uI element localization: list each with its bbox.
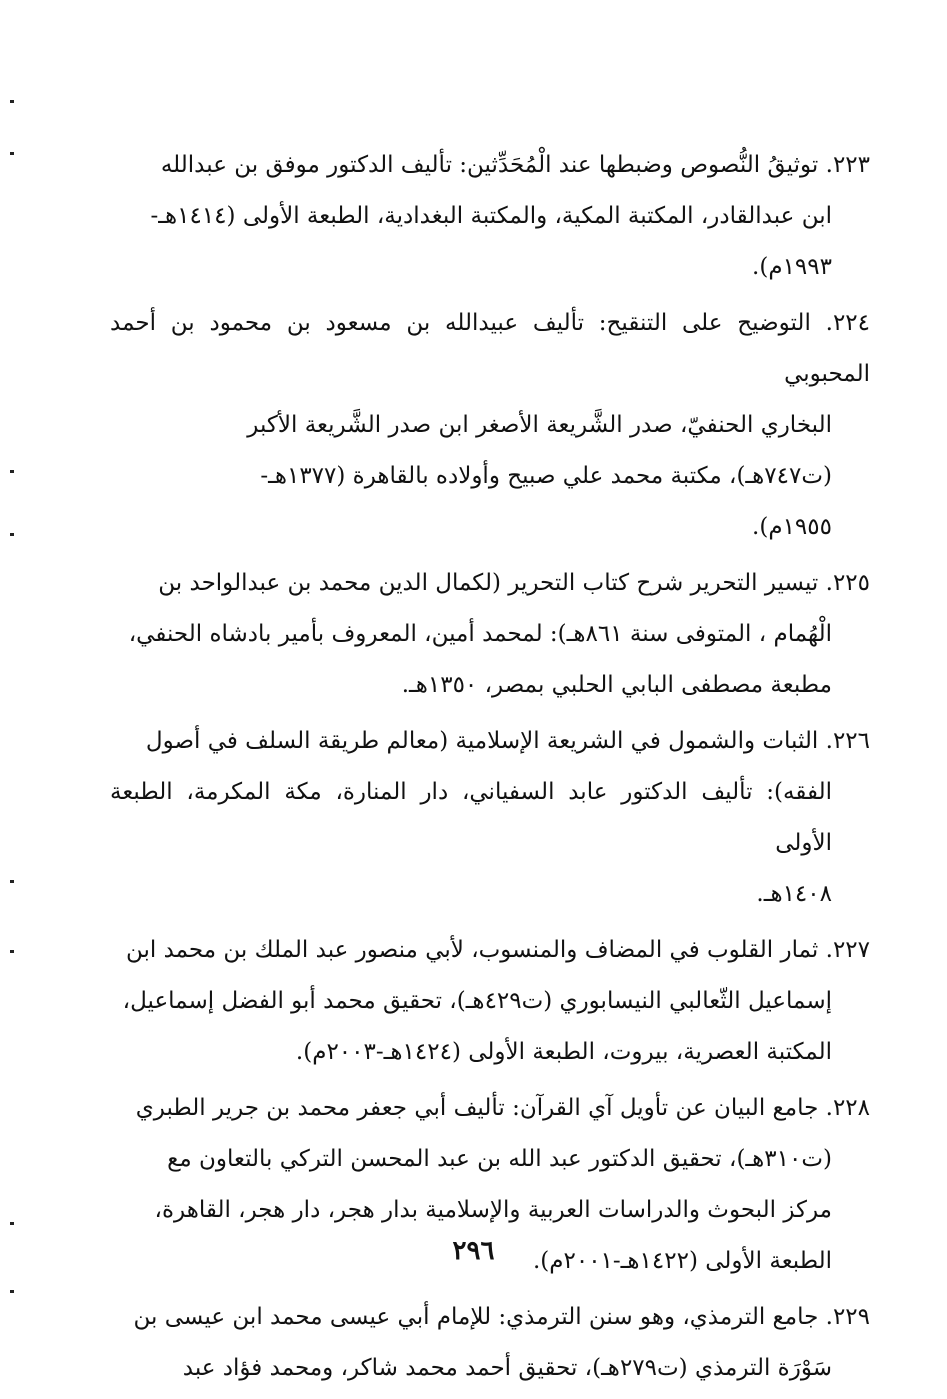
entry-line: إسماعيل الثّعالبي النيسابوري (ت٤٢٩هـ)، تحقيق محمد أبو الفضل إسماعيل، xyxy=(122,988,832,1014)
entry-line: جامع الترمذي، وهو سنن الترمذي: للإمام أبي عيسى محمد ابن عيسى بن xyxy=(133,1304,819,1330)
entry-line: الفقه): تأليف الدكتور عابد السفياني، دار المنارة، مكة المكرمة، الطبعة الأولى xyxy=(110,779,832,856)
entry-line: ثمار القلوب في المضاف والمنسوب، لأبي منصور عبد الملك بن محمد ابن xyxy=(125,937,819,963)
entry-line: الْهُمام ، المتوفى سنة ٨٦١هـ): لمحمد أمين، المعروف بأمير بادشاه الحنفي، xyxy=(128,621,832,647)
entry-number: ٢٢٤. xyxy=(810,310,870,336)
entry-line: ١٩٩٣م). xyxy=(752,254,832,280)
bibliography-entry xyxy=(110,298,870,553)
page-number: ٢٩٦ xyxy=(452,1236,495,1266)
entry-number: ٢٢٩. xyxy=(818,1304,870,1330)
entry-line: المكتبة العصرية، بيروت، الطبعة الأولى (١٤٢٤هـ-٢٠٠٣م). xyxy=(295,1039,832,1065)
scan-speck xyxy=(10,1290,14,1293)
scan-speck xyxy=(10,1222,14,1225)
entry-line: توثيقُ النُّصوص وضبطها عند الْمُحَدِّثين: تأليف الدكتور موفق بن عبدالله xyxy=(160,152,819,178)
entry-number: ٢٢٦. xyxy=(818,728,870,754)
bibliography-entry xyxy=(110,558,870,711)
entry-line: جامع البيان عن تأويل آي القرآن: تأليف أبي جعفر محمد بن جرير الطبري xyxy=(135,1095,819,1121)
entry-line: ابن عبدالقادر، المكتبة المكية، والمكتبة البغدادية، الطبعة الأولى (١٤١٤هـ- xyxy=(150,203,832,229)
scan-speck xyxy=(10,950,14,953)
bibliography-entry xyxy=(110,1292,870,1394)
entry-number: ٢٢٥. xyxy=(818,570,870,596)
entry-line: البخاري الحنفيّ، صدر الشَّريعة الأصغر ابن صدر الشَّريعة الأكبر xyxy=(247,412,832,438)
entry-line: (ت٣١٠هـ)، تحقيق الدكتور عبد الله بن عبد المحسن التركي بالتعاون مع xyxy=(167,1146,832,1172)
entry-line: (ت٧٤٧هـ)، مكتبة محمد علي صبيح وأولاده بالقاهرة (١٣٧٧هـ- xyxy=(260,463,832,489)
entry-number: ٢٢٧. xyxy=(818,937,870,963)
scan-speck xyxy=(10,533,14,536)
entry-line: مطبعة مصطفى البابي الحلبي بمصر، ١٣٥٠هـ. xyxy=(401,672,832,698)
entry-line: الطبعة الأولى (١٤٢٢هـ-٢٠٠١م). xyxy=(532,1248,832,1274)
entry-line: تيسير التحرير شرح كتاب التحرير (لكمال الدين محمد بن عبدالواحد بن xyxy=(158,570,819,596)
scan-speck xyxy=(10,470,14,473)
bibliography-list xyxy=(110,140,870,1399)
scan-speck xyxy=(10,152,14,155)
entry-line: التوضيح على التنقيح: تأليف عبيدالله بن مسعود بن محمود بن أحمد المحبوبي xyxy=(110,310,870,387)
entry-number: ٢٢٨. xyxy=(818,1095,870,1121)
bibliography-entry xyxy=(110,925,870,1078)
entry-line: ١٤٠٨هـ. xyxy=(756,881,832,907)
entry-line: الثبات والشمول في الشريعة الإسلامية (معالم طريقة السلف في أصول xyxy=(145,728,819,754)
scan-speck xyxy=(10,100,14,103)
bibliography-entry xyxy=(110,716,870,920)
scan-speck xyxy=(10,880,14,883)
entry-line: ١٩٥٥م). xyxy=(752,514,832,540)
bibliography-entry xyxy=(110,140,870,293)
entry-line: مركز البحوث والدراسات العربية والإسلامية بدار هجر، دار هجر، القاهرة، xyxy=(154,1197,832,1223)
entry-number: ٢٢٣. xyxy=(818,152,870,178)
entry-line: سَوْرَة الترمذي (ت٢٧٩هـ)، تحقيق أحمد محمد شاكر، ومحمد فؤاد عبد xyxy=(182,1355,832,1381)
